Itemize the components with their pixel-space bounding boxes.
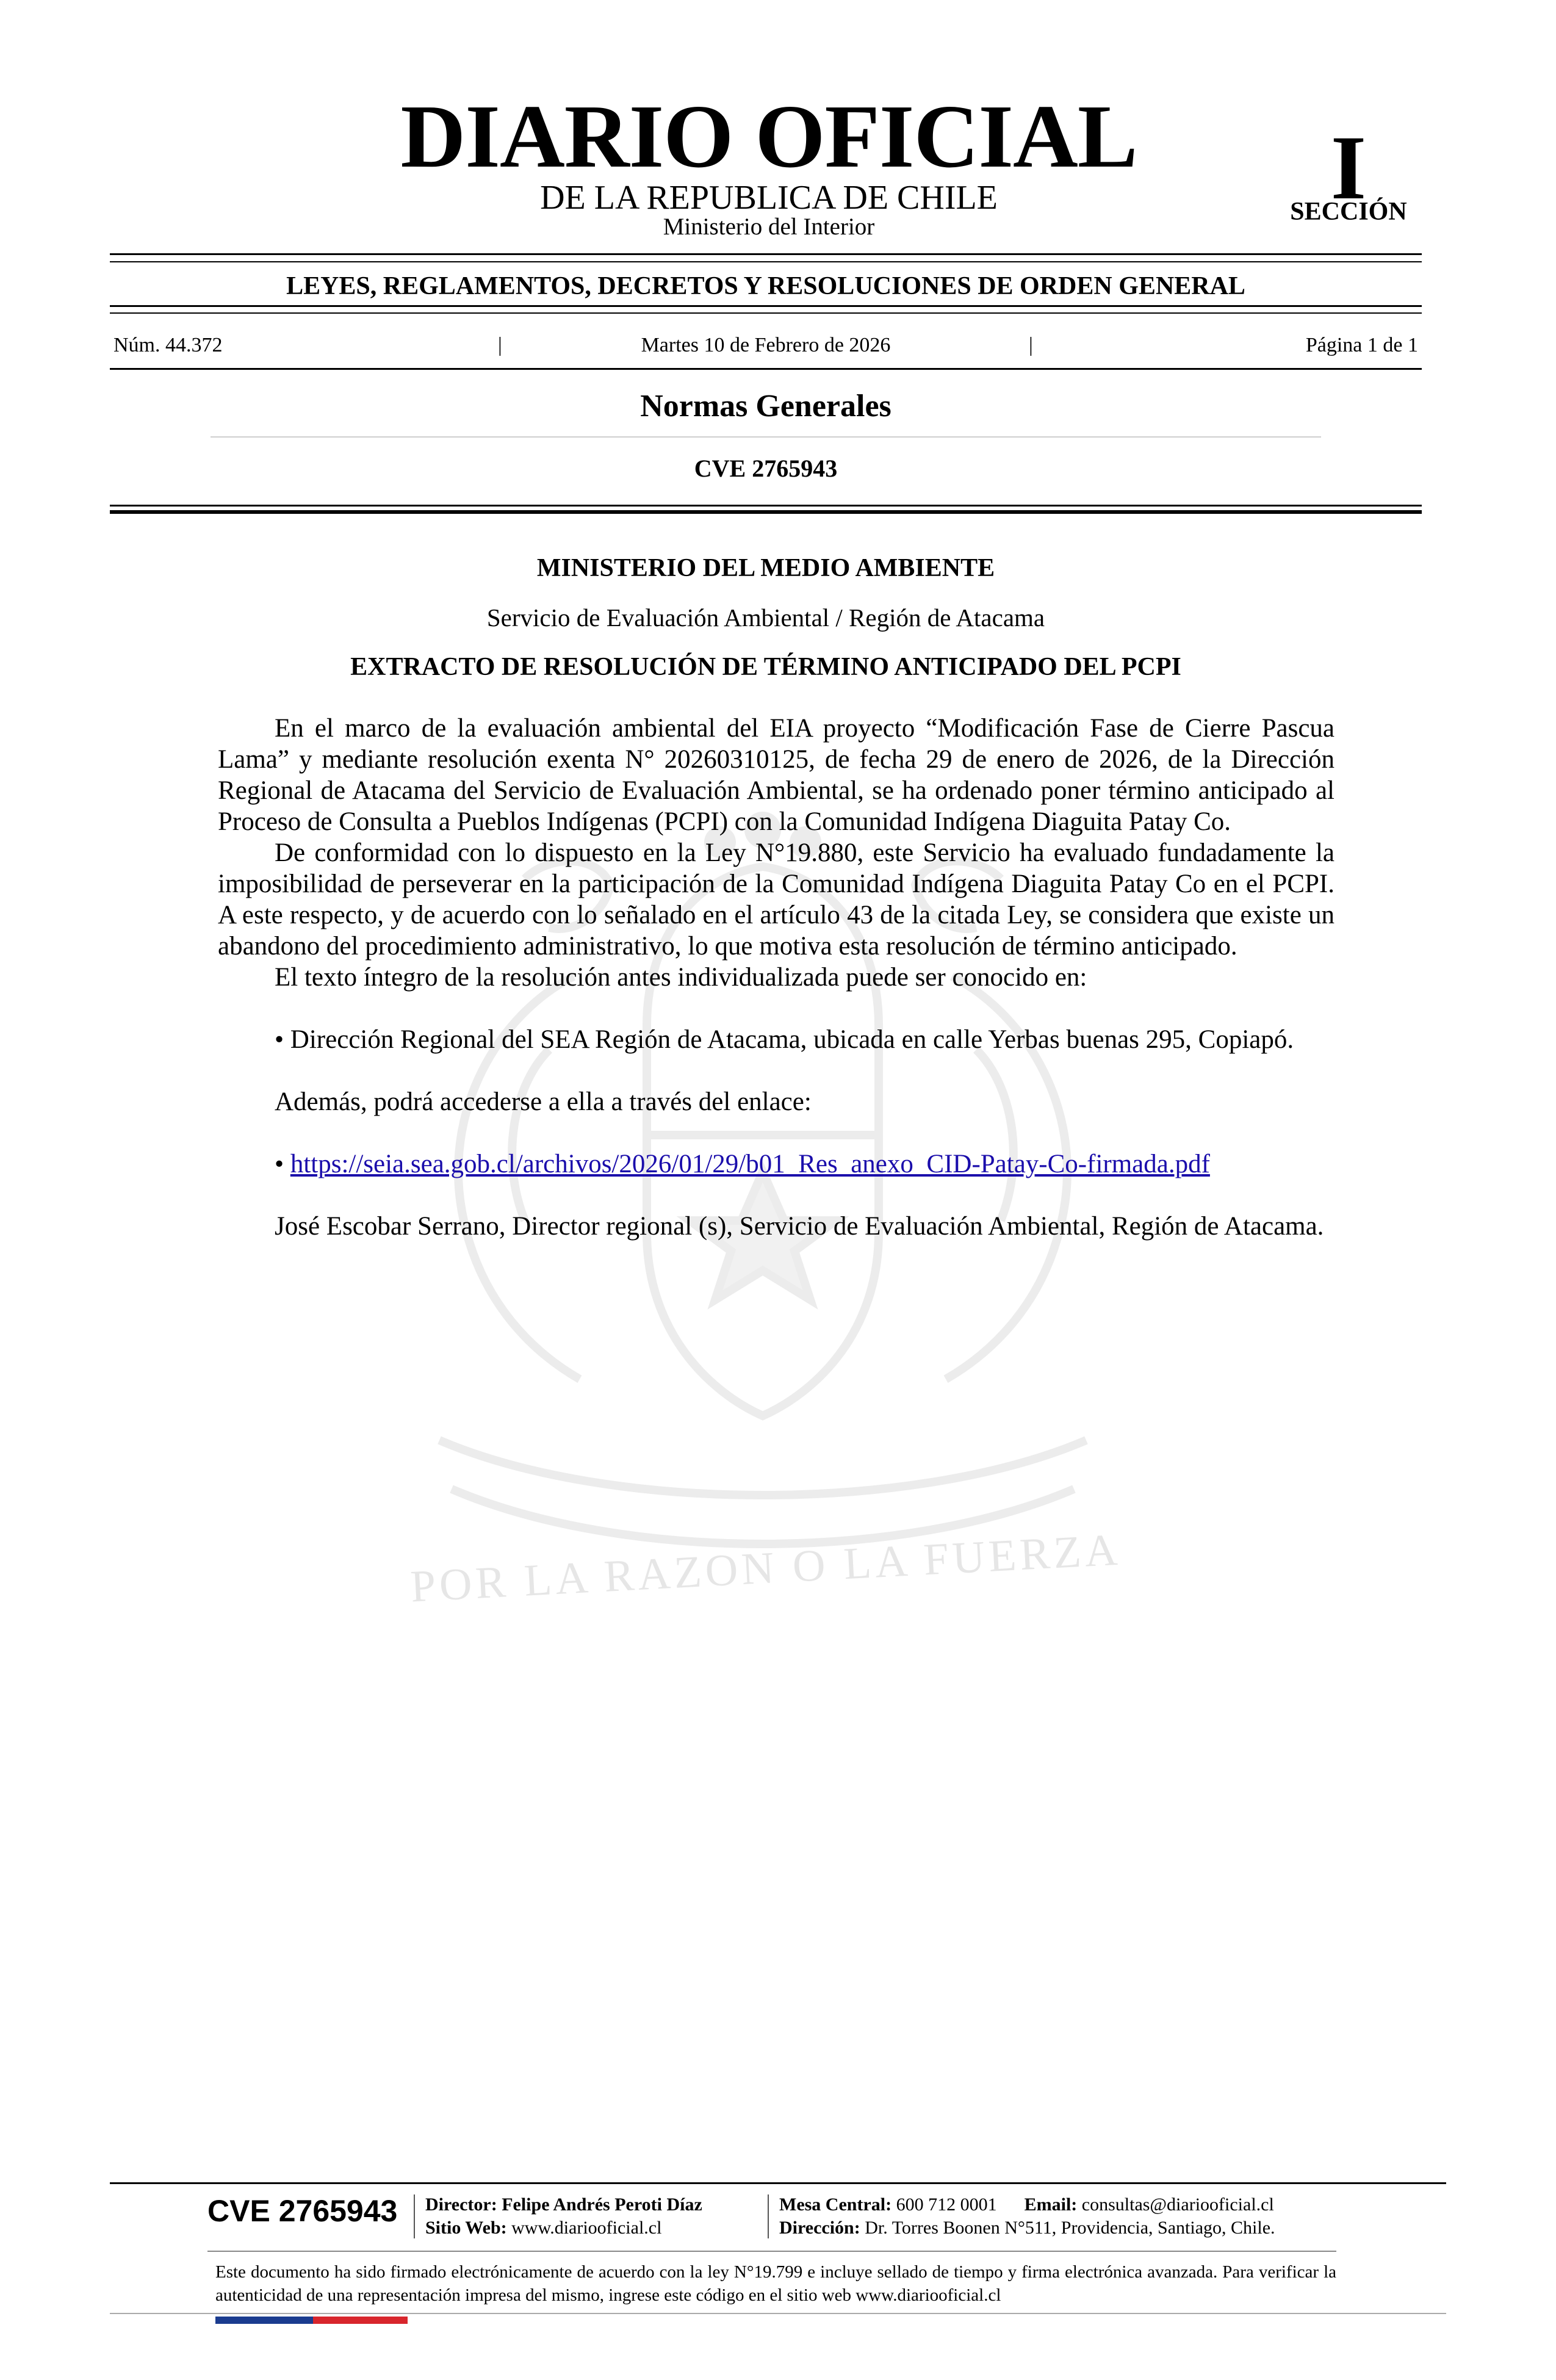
site-label: Sitio Web: [425,2218,507,2238]
section-rule [110,510,1422,514]
footer-rule [207,2251,1336,2252]
director-label: Director: [425,2194,497,2215]
link-intro: Además, podrá accederse a ella a través del enlace: [275,1087,812,1116]
masthead-subtitle: DE LA REPUBLICA DE CHILE [540,179,998,217]
category-rule [211,436,1321,438]
issue-row [113,335,1418,359]
body-paragraph: En el marco de la evaluación ambiental del EIA proyecto “Modificación Fase de Cierre Pascua Lama” y mediante resolución exenta N° 20260310125, de fecha 29 de enero de 2026, de la Dirección Regional de Atacama del Servicio de Evaluación Ambiental, se ha ordenado poner término anticipado al Proceso de Consulta a Pueblos Indígenas (PCPI) con la Comunidad Indígena Diaguita Patay Co. [218,714,1334,836]
footer-rule [110,2182,1446,2184]
header-rule [110,261,1422,262]
address-value: Dr. Torres Boonen N°511, Providencia, Santiago, Chile. [865,2218,1275,2238]
footer-signature-note: Este documento ha sido firmado electrónicamente de acuerdo con la ley N°19.799 e incluye sellado de tiempo y firma electrónica avanzada. Para verificar la autenticidad de una representación impresa del mismo, ingrese este código en el sitio web www.diariooficial.cl [215,2262,1336,2305]
footer-site [425,2219,661,2237]
footer-divider [414,2194,415,2238]
body-paragraph: El texto íntegro de la resolución antes individualizada puede ser conocido en: [275,963,1087,992]
director-value: Felipe Andrés Peroti Díaz [502,2194,702,2215]
cve-code: CVE 2765943 [694,455,838,482]
issue-separator: | [498,334,502,356]
address-label: Dirección: [779,2218,860,2238]
document-body [218,713,1334,1242]
ministry-heading: MINISTERIO DEL MEDIO AMBIENTE [536,554,995,582]
header-rule [110,305,1422,307]
category-title: Normas Generales [640,389,891,424]
issue-separator: | [1029,334,1033,356]
section-number: I [1330,117,1367,218]
footer-cve-code: CVE 2765943 [207,2194,398,2228]
issue-date: Martes 10 de Febrero de 2026 [641,334,891,356]
mesa-label: Mesa Central: [779,2194,892,2215]
section-rule [110,505,1422,507]
resolution-link[interactable]: https://seia.sea.gob.cl/archivos/2026/01/29/b01_Res_anexo_CID-Patay-Co-firmada.pdf [290,1150,1210,1178]
masthead-ministry: Ministerio del Interior [663,214,875,240]
body-paragraph: De conformidad con lo dispuesto en la Ley N°19.880, este Servicio ha evaluado fundadamente la imposibilidad de perseverar en la participación de la Comunidad Indígena Diaguita Patay Co en el PCPI. A este respecto, y de acuerdo con lo señalado en el artículo 43 de la citada Ley, se considera que existe un abandono del procedimiento administrativo, lo que motiva esta resolución de término anticipado. [218,838,1334,961]
footer-director [425,2196,702,2214]
mesa-value: 600 712 0001 [896,2194,997,2215]
link-bullet: • [275,1150,290,1178]
issue-page: Página 1 de 1 [1305,334,1418,356]
watermark-motto: POR LA RAZON O LA FUERZA [409,1524,1123,1612]
footer-rule [110,2313,1446,2314]
footer-address [779,2219,1275,2237]
footer-divider [768,2194,769,2238]
location-item: • Dirección Regional del SEA Región de Atacama, ubicada en calle Yerbas buenas 295, Copiapó. [275,1025,1294,1054]
signature: José Escobar Serrano, Director regional (s), Servicio de Evaluación Ambiental, Región de Atacama. [275,1212,1324,1241]
header-band: LEYES, REGLAMENTOS, DECRETOS Y RESOLUCIONES DE ORDEN GENERAL [286,272,1245,300]
header-rule [110,312,1422,314]
email-label: Email: [1024,2194,1078,2215]
link-item [218,1149,1334,1180]
issue-rule [110,368,1422,370]
masthead-title: DIARIO OFICIAL [400,87,1137,187]
footer-contact [779,2196,1274,2214]
flag-stripe-blue [215,2317,313,2324]
document-title: EXTRACTO DE RESOLUCIÓN DE TÉRMINO ANTICIPADO DEL PCPI [350,653,1181,681]
flag-stripe-red [313,2317,408,2324]
section-label: SECCIÓN [1290,198,1407,226]
service-line: Servicio de Evaluación Ambiental / Región de Atacama [486,604,1045,632]
header-rule [110,253,1422,255]
issue-number: Núm. 44.372 [113,334,223,356]
site-value: www.diariooficial.cl [511,2218,662,2238]
email-value: consultas@diariooficial.cl [1081,2194,1274,2215]
